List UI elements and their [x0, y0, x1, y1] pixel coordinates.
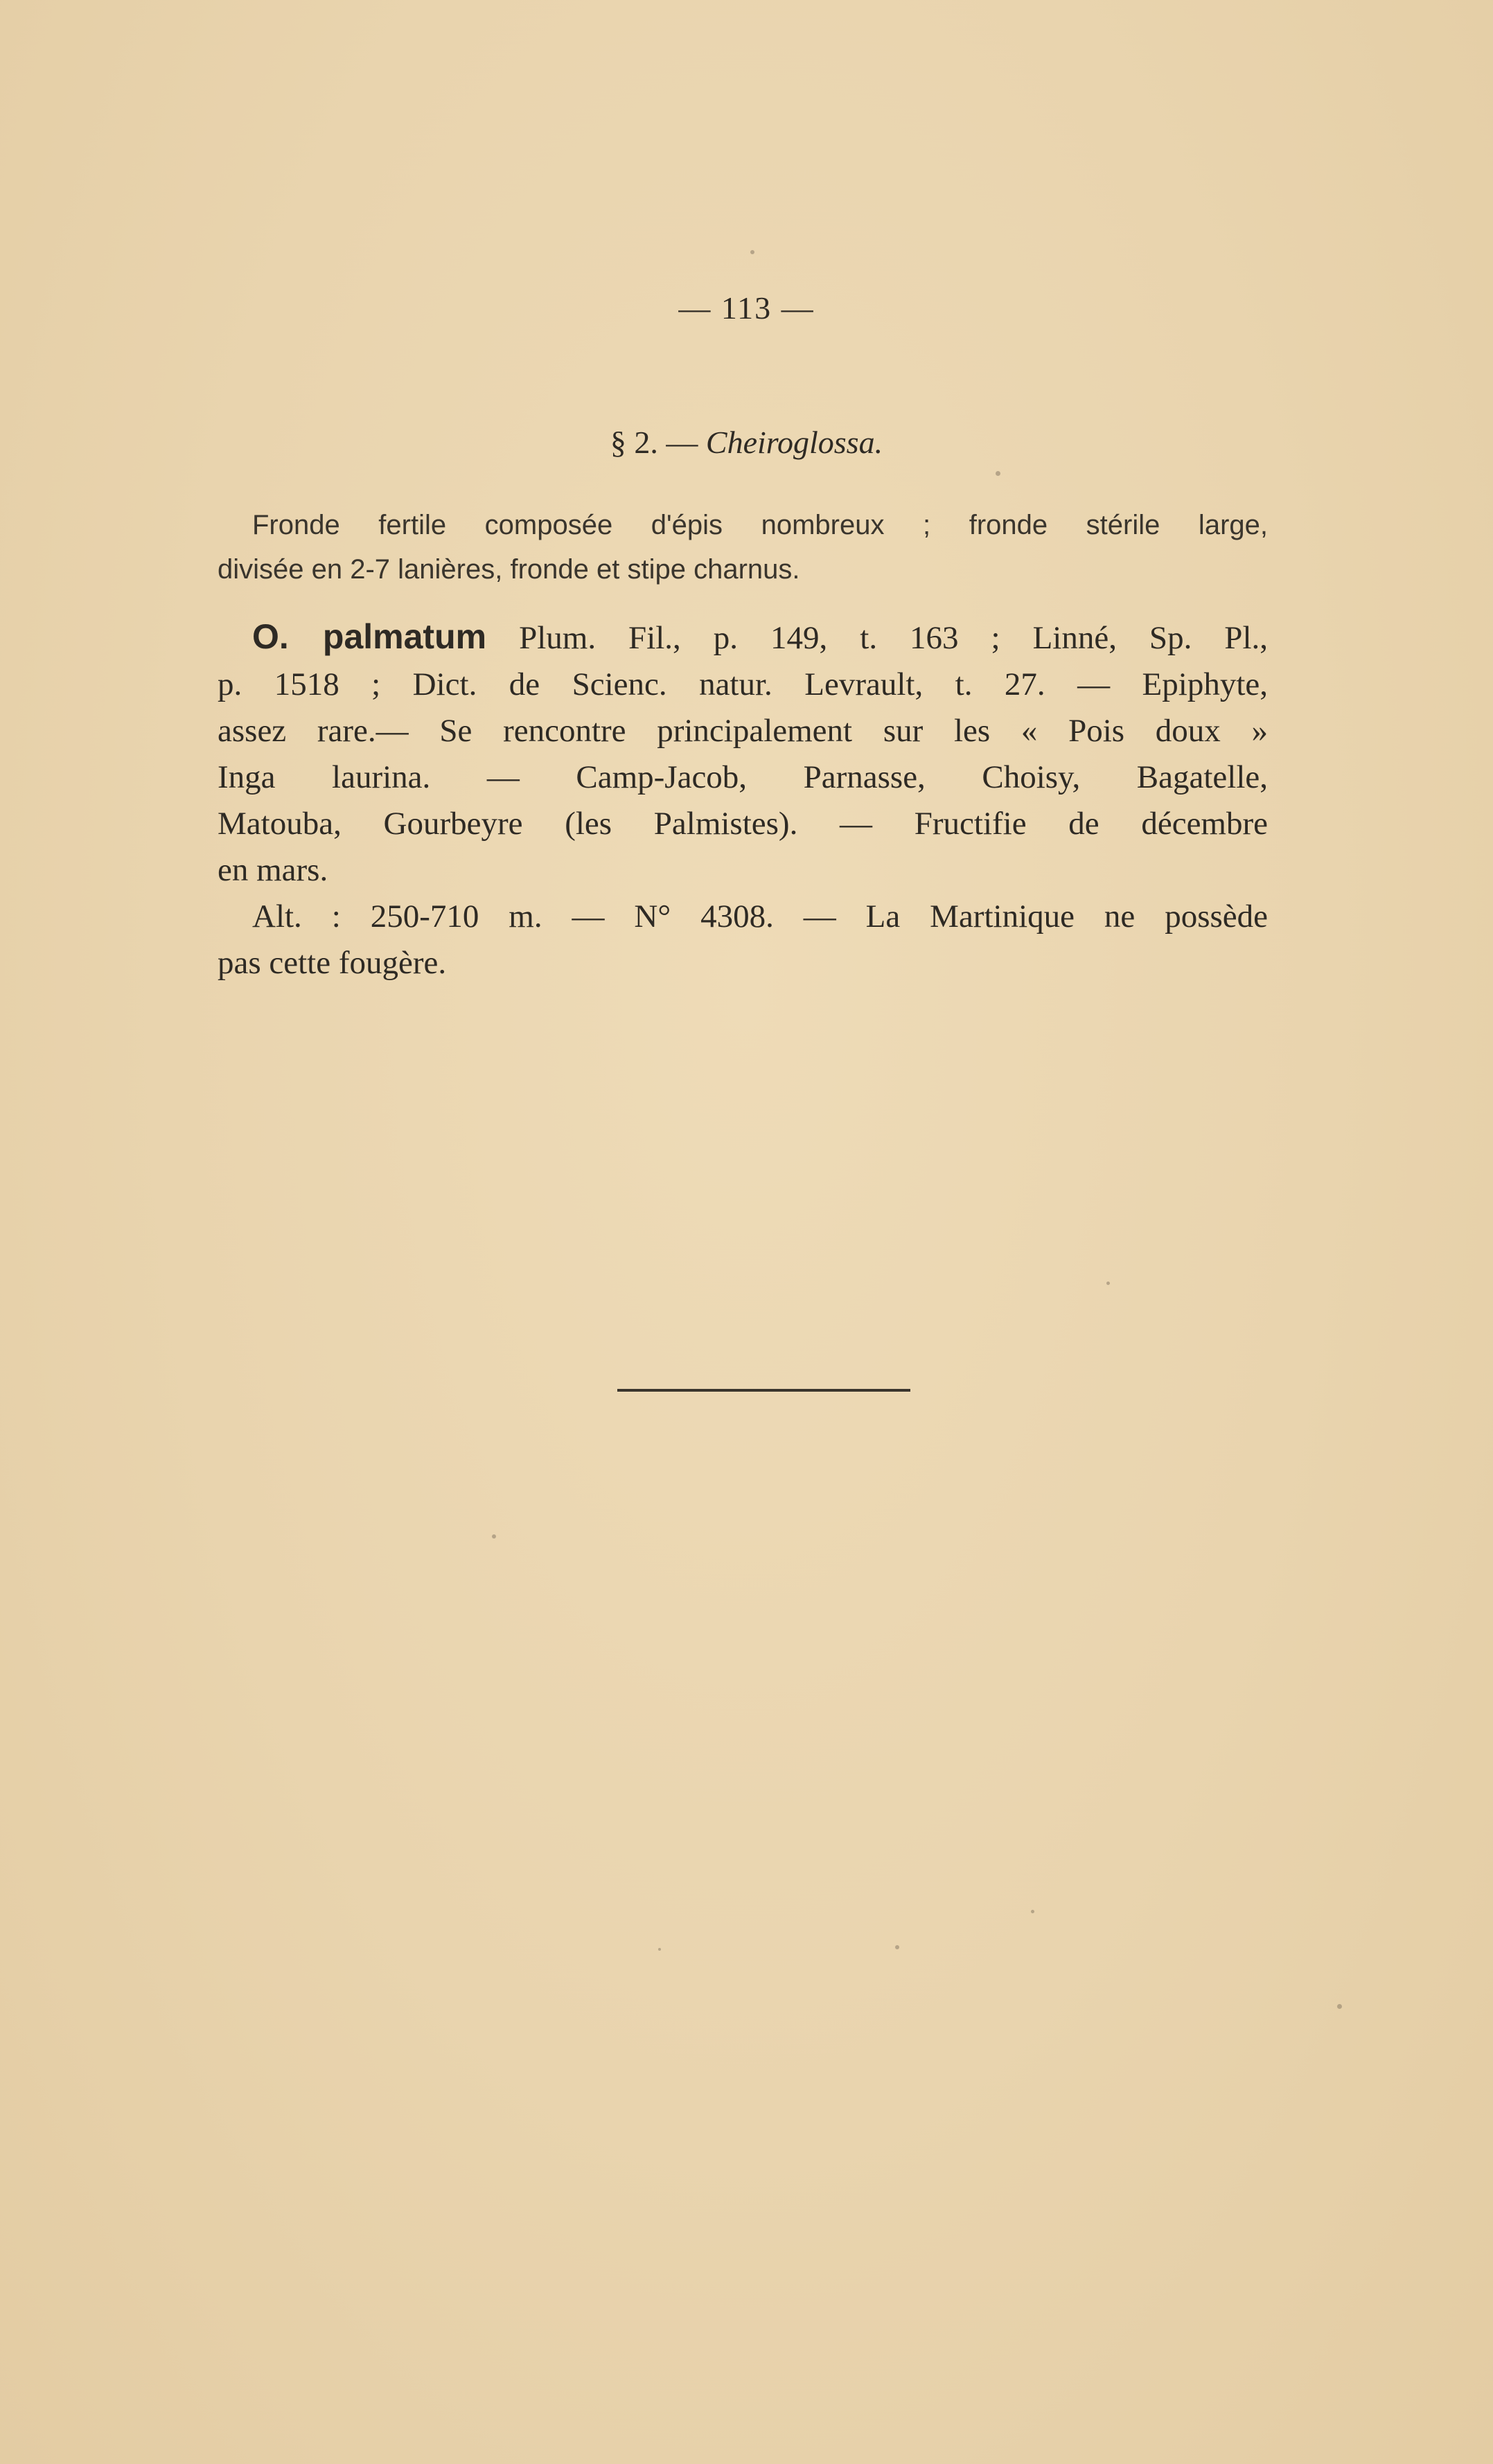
page-number: — 113 — [678, 290, 815, 326]
section-name: Cheiroglossa. [705, 425, 883, 460]
description-line: Fronde fertile composée d'épis nombreux ; fronde stérile large, [252, 510, 1268, 540]
paper-speck [1106, 1282, 1110, 1285]
entry-line: en mars. [218, 852, 328, 888]
paper-speck [492, 1534, 496, 1539]
entry-line: Matouba, Gourbeyre (les Palmistes). — Fructifie de décembre [218, 806, 1268, 842]
paper-speck [996, 471, 1000, 476]
section-heading [0, 424, 1493, 461]
entry-line: Inga laurina. — Camp-Jacob, Parnasse, Choisy, Bagatelle, [218, 759, 1268, 795]
paper-speck [1031, 1910, 1034, 1913]
section-description [218, 503, 1268, 592]
paper-speck [1337, 2004, 1342, 2009]
entry-citation: Plum. Fil., p. 149, t. 163 ; Linné, Sp. Pl., [519, 620, 1269, 656]
entry-line: pas cette fougère. [218, 945, 447, 981]
entry-line: Alt. : 250-710 m. — N° 4308. — La Martinique ne possède [252, 898, 1268, 934]
entry-line: assez rare.— Se rencontre principalement sur les « Pois doux » [218, 713, 1268, 749]
entry-line: p. 1518 ; Dict. de Scienc. natur. Levrault, t. 27. — Epiphyte, [218, 666, 1268, 702]
paper-speck [750, 250, 754, 254]
end-rule [617, 1389, 910, 1392]
section-mark: § 2. — [610, 425, 698, 460]
paper-speck [895, 1945, 899, 1949]
description-line: divisée en 2-7 lanières, fronde et stipe charnus. [218, 554, 800, 585]
paper-speck [658, 1948, 661, 1951]
entry-line [218, 614, 1268, 662]
species-entry [218, 614, 1268, 986]
species-name: O. palmatum [252, 617, 487, 656]
